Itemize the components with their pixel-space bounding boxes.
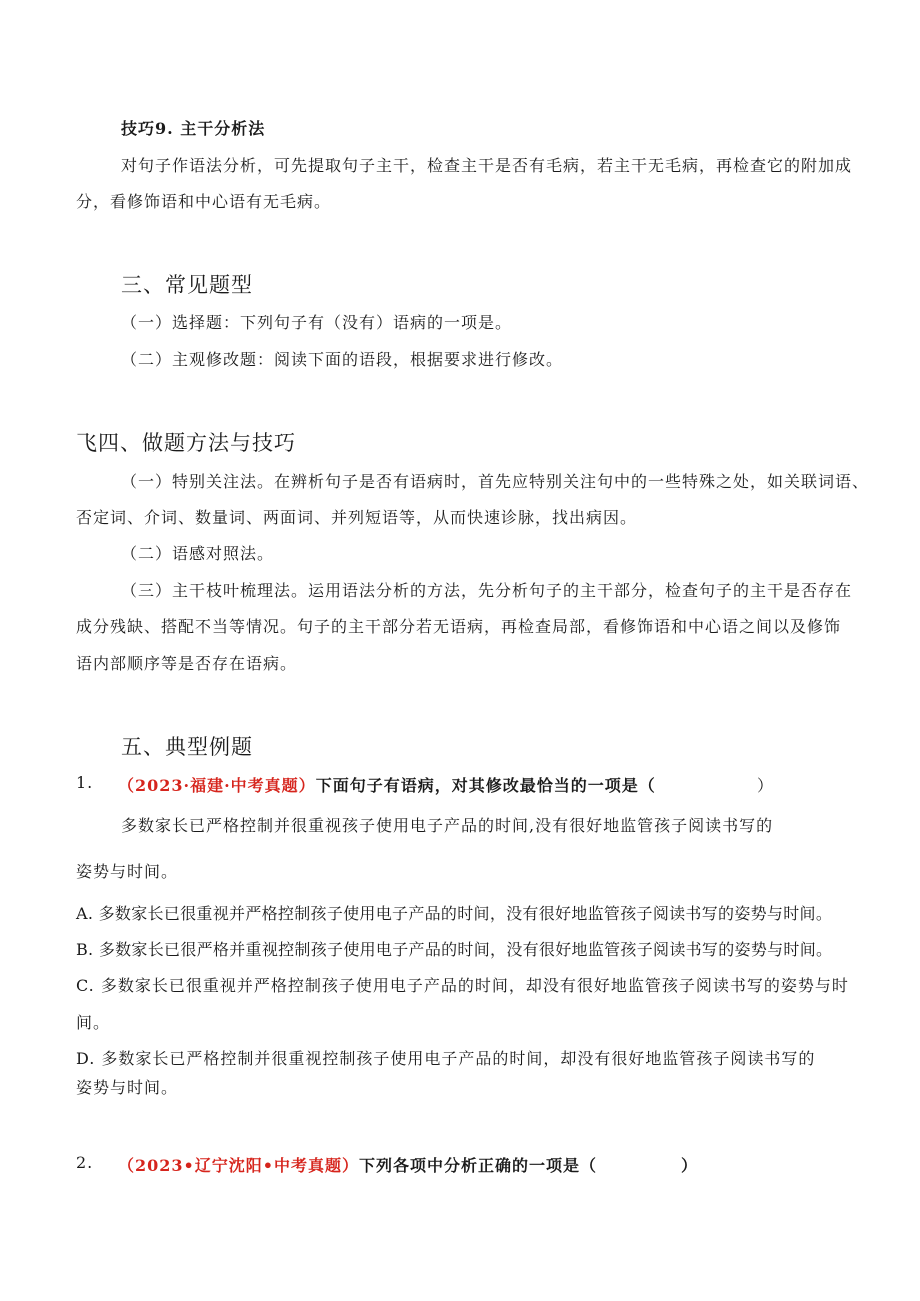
section3-item-2: （二）主观修改题：阅读下面的语段，根据要求进行修改。 (121, 350, 564, 369)
q1-option-d-line1: D. 多数家长已严格控制并很重视控制孩子使用电子产品的时间，却没有很好地监管孩子阅读书写的 (76, 1049, 816, 1068)
q1-stem: 下面句子有语病，对其修改最恰当的一项是（ (315, 776, 656, 795)
q1-option-c-line2: 间。 (76, 1013, 111, 1032)
q1-header (118, 773, 656, 796)
q1-option-c-line1: C. 多数家长已很重视并严格控制孩子使用电子产品的时间，却没有很好地监管孩子阅读书写的姿势与时 (76, 976, 849, 995)
q1-option-a: A. 多数家长已很重视并严格控制孩子使用电子产品的时间，没有很好地监管孩子阅读书写的姿势与时间。 (76, 904, 833, 923)
q2-stem: 下列各项中分析正确的一项是（ (359, 1156, 598, 1175)
q2-header (118, 1153, 597, 1176)
q1-sentence-line2: 姿势与时间。 (76, 862, 179, 881)
tip9-line1: 对句子作语法分析，可先提取句子主干，检查主干是否有毛病，若主干无毛病，再检查它的附加成 (121, 156, 853, 175)
section4-p1-line2: 否定词、介词、数量词、两面词、并列短语等，从而快速诊脉，找出病因。 (76, 508, 638, 527)
section4-p3-line2: 成分残缺、搭配不当等情况。句子的主干部分若无语病，再检查局部，看修饰语和中心语之间以及修饰 (76, 617, 842, 636)
section3-item-1: （一）选择题：下列句子有（没有）语病的一项是。 (121, 313, 513, 332)
q1-option-b: B. 多数家长已很严格并重视控制孩子使用电子产品的时间，没有很好地监管孩子阅读书写的姿势与时间。 (76, 940, 833, 959)
q2-source: （2023•辽宁沈阳•中考真题） (118, 1156, 359, 1175)
q1-option-d-line2: 姿势与时间。 (76, 1078, 179, 1097)
section4-p2: （二）语感对照法。 (121, 544, 275, 563)
q1-close-paren: ） (757, 776, 775, 795)
tip9-line2: 分，看修饰语和中心语有无毛病。 (76, 192, 332, 211)
q2-close-paren: ） (681, 1156, 699, 1175)
q1-number: 1. (76, 773, 94, 792)
section4-p3-line1: （三）主干枝叶梳理法。运用语法分析的方法，先分析句子的主干部分，检查句子的主干是否存在 (121, 581, 853, 600)
q1-source: （2023·福建·中考真题） (118, 776, 316, 795)
section4-p1-line1: （一）特别关注法。在辨析句子是否有语病时，首先应特别关注句中的一些特殊之处，如关联词语、 (121, 472, 870, 491)
section4-heading: 飞四、做题方法与技巧 (76, 431, 296, 455)
section5-heading: 五、典型例题 (121, 735, 253, 759)
q1-sentence-line1: 多数家长已严格控制并很重视孩子使用电子产品的时间,没有很好地监管孩子阅读书写的 (121, 816, 774, 835)
section3-heading: 三、常见题型 (121, 273, 253, 297)
section4-p3-line3: 语内部顺序等是否存在语病。 (76, 654, 298, 673)
q2-number: 2. (76, 1153, 94, 1172)
tip9-title: 技巧9. 主干分析法 (121, 119, 266, 138)
